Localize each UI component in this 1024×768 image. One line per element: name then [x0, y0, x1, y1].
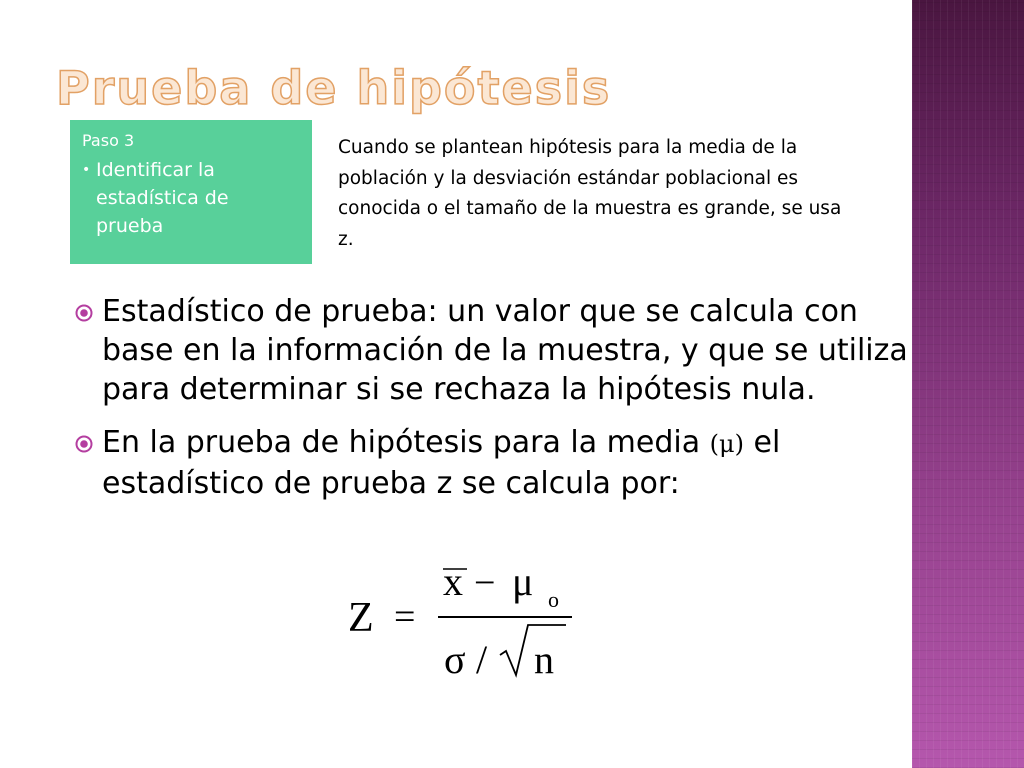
z-statistic-formula [340, 555, 600, 695]
circled-dot-icon [72, 292, 102, 332]
formula-graphic [340, 555, 600, 695]
numerator-subscript: o [548, 587, 559, 612]
bullet-text-part-2: el estadístico de prueba z se calcula por: [102, 425, 781, 501]
circled-dot-icon [72, 423, 102, 463]
formula-equals: = [394, 596, 416, 638]
bullet-dot-icon: • [82, 162, 91, 178]
numerator-x: x [443, 559, 463, 604]
step-item [82, 156, 300, 240]
mu-symbol: (μ) [709, 430, 744, 458]
formula-lhs: Z [348, 595, 374, 641]
step-label: Paso 3 [82, 131, 135, 150]
bullet-text-formula-intro [102, 423, 910, 503]
bullet-list [72, 292, 910, 517]
bullet-item-formula-intro [72, 423, 910, 503]
decorative-side-band [912, 0, 1024, 768]
bullet-text-part-1: En la prueba de hipótesis para la media [102, 425, 710, 460]
denominator-sigma: σ [444, 637, 466, 682]
bullet-text-definition: Estadístico de prueba: un valor que se calcula con base en la información de la muestra, y que se utiliza para determinar si se rechaza la hipótesis nula. [102, 294, 908, 407]
slide-title: Prueba de hipótesis [56, 61, 612, 115]
step-box [70, 120, 312, 264]
explanatory-note: Cuando se plantean hipótesis para la media de la población y la desviación estándar poblacional es conocida o el tamaño de la muestra es grande, se usa z. [338, 137, 842, 250]
denominator-n: n [534, 637, 554, 682]
bullet-item-definition [72, 292, 910, 409]
numerator-mu: μ [512, 559, 534, 604]
sqrt-sign [500, 625, 566, 675]
numerator-minus: − [474, 562, 496, 604]
step-item-text: Identificar la estadística de prueba [96, 159, 229, 237]
denominator-slash: / [476, 637, 488, 682]
